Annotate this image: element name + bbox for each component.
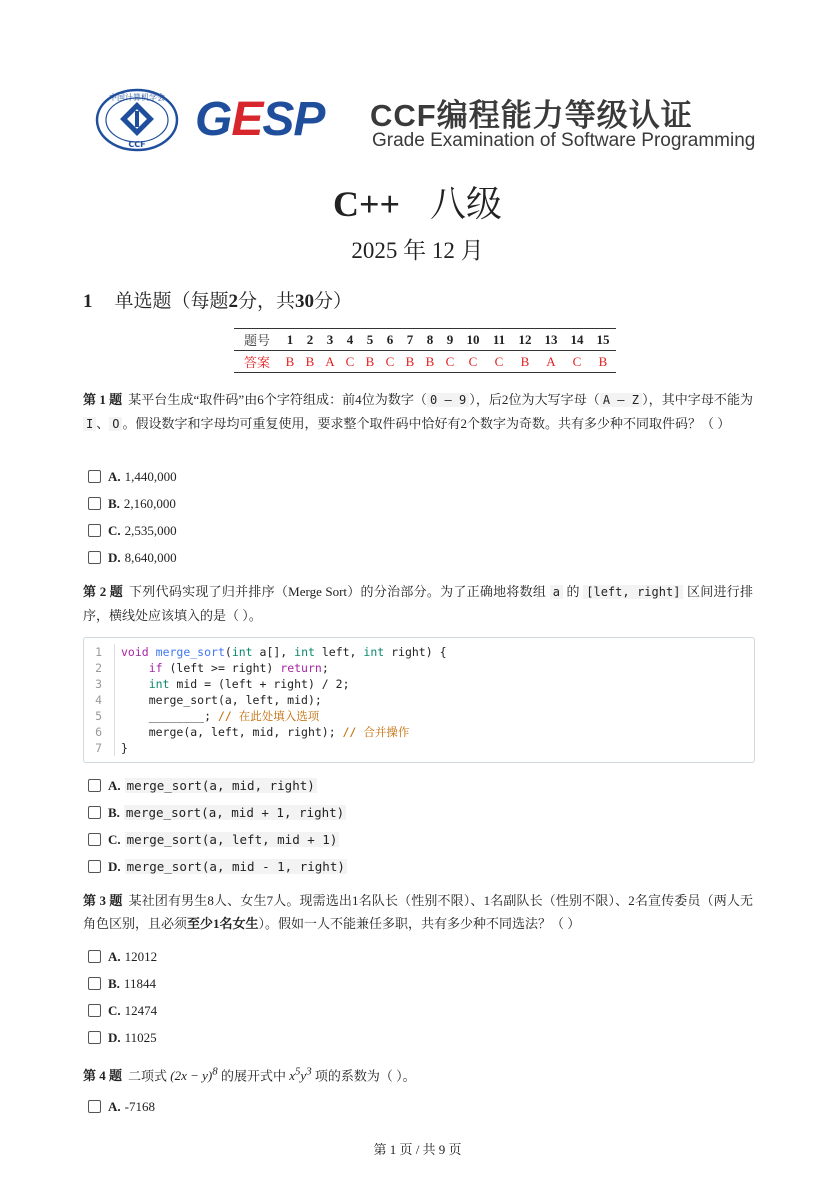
code-line [84,660,329,676]
question-number-cell: 4 [340,329,360,351]
question-4 [83,1061,753,1087]
document-title [0,176,835,227]
section-total: 30 [295,291,315,312]
question-label: 第 4 题 [83,1068,123,1084]
answer-cell: B [360,351,380,373]
code-token: left, [314,645,364,659]
code-token: int [363,645,385,659]
option-text: 2,160,000 [123,496,176,511]
question-text: 某社团有男生8人、女生7人。现需选出1名队长（性别不限）、1名副队长（性别不限）、2名宣传委员（两人无角色区别，且必须 [83,893,753,931]
code-line [84,708,319,724]
checkbox-icon[interactable] [88,497,101,510]
option-text: -7168 [124,1099,155,1114]
question-label: 第 1 题 [83,392,123,407]
section-name: 单选题（每题 [114,291,229,312]
checkbox-icon[interactable] [88,860,101,873]
document-date: 2025 年 12 月 [351,238,484,263]
row-label-question: 题号 [234,329,280,351]
code-comment: // 在此处填入选项 [217,709,320,723]
inline-code: [left, right] [583,585,683,599]
section-heading [83,286,352,313]
title-level: 八级 [430,184,503,224]
checkbox-icon[interactable] [88,1100,101,1113]
question-number-cell: 12 [512,329,538,351]
answer-cell: A [320,351,340,373]
cert-subtitle: Grade Examination of Software Programming [372,130,756,151]
option-text: 12474 [124,1003,158,1018]
question-label: 第 3 题 [83,893,123,908]
code-token: ; [321,661,329,675]
option-label: B. [108,496,120,511]
code-token: (left >= right) [162,661,281,675]
option-checkbox-row[interactable] [88,1029,157,1047]
answer-table [234,328,616,373]
checkbox-icon[interactable] [88,779,101,792]
option-checkbox-row[interactable] [88,804,346,822]
option-text: 2,535,000 [124,523,177,538]
code-token: if [148,661,163,675]
code-token: a[], [252,645,295,659]
question-number-cell: 7 [400,329,420,351]
code-line [84,676,350,692]
option-text: 11844 [123,976,156,991]
question-text: 的 [566,584,580,599]
option-checkbox-row[interactable] [88,858,347,876]
page-footer: 第 1 页 / 共 9 页 [373,1142,462,1157]
option-label: D. [108,859,121,874]
option-label: B. [108,976,120,991]
answer-table-answer-row [234,351,616,373]
option-text: merge_sort(a, mid, right) [126,778,315,793]
inline-code: O [109,417,122,431]
question-number-cell: 5 [360,329,380,351]
section-mid: 分，共 [238,291,296,312]
checkbox-icon[interactable] [88,950,101,963]
option-label: A. [108,469,121,484]
option-text: 12012 [124,949,158,964]
line-number: 2 [95,661,102,675]
line-number: 1 [95,645,102,659]
inline-code: 0 – 9 [427,393,469,407]
question-2 [83,580,753,627]
option-checkbox-row[interactable] [88,522,177,540]
option-text: merge_sort(a, left, mid + 1) [126,832,338,847]
question-number-cell: 10 [460,329,486,351]
code-line [84,644,447,660]
title-language: C++ [332,184,400,224]
option-text: merge_sort(a, mid + 1, right) [125,805,345,820]
option-checkbox-row[interactable] [88,468,177,486]
line-number: 7 [95,741,102,755]
answer-cell: B [300,351,320,373]
option-checkbox-row[interactable] [88,777,317,795]
row-label-answer: 答案 [234,351,280,373]
inline-code: a [550,585,563,599]
option-checkbox-row[interactable] [88,948,157,966]
section-number: 1 [83,291,93,312]
cert-title: CCF编程能力等级认证 [370,98,693,133]
question-1 [83,388,753,436]
answer-cell: B [400,351,420,373]
answer-cell: C [380,351,400,373]
checkbox-icon[interactable] [88,806,101,819]
option-text: merge_sort(a, mid - 1, right) [126,859,345,874]
question-text: ），其中字母不能为 [642,392,753,407]
math-expression: $(2x - y)^8$ [170,1066,218,1084]
answer-table-number-row [234,329,616,351]
option-label: D. [108,1030,121,1045]
code-token: int [148,677,170,691]
option-checkbox-row[interactable] [88,549,177,567]
question-emphasis: 至少1名女生 [187,916,259,931]
code-comment: // 合并操作 [342,725,410,739]
code-line [84,724,409,740]
question-number-cell: 2 [300,329,320,351]
option-label: C. [108,832,121,847]
option-text: 1,440,000 [124,469,177,484]
code-token: merge(a, left, mid, right); [148,725,343,739]
question-number-cell: 13 [538,329,564,351]
option-checkbox-row[interactable] [88,831,339,849]
inline-code: I [83,417,96,431]
code-token: void [121,645,149,659]
ccf-seal-logo [95,88,179,152]
svg-text:CCF: CCF [128,140,146,149]
section-end: 分） [314,291,353,312]
question-text: ）。假如一人不能兼任多职，共有多少种不同选法？（ ） [258,916,581,931]
checkbox-icon[interactable] [88,470,101,483]
option-label: C. [108,1003,121,1018]
checkbox-icon[interactable] [88,551,101,564]
question-text: 某平台生成“取件码”由6个字符组成：前4位为数字（ [128,392,427,407]
question-text: 。假设数字和字母均可重复使用，要求整个取件码中恰好有2个数字为奇数。共有多少种不同取件码？（ ） [122,416,731,431]
line-number: 6 [95,725,102,739]
code-token: return [280,661,322,675]
answer-cell: A [538,351,564,373]
section-points: 2 [228,291,239,312]
code-token: ________; [148,709,218,723]
checkbox-icon[interactable] [88,1031,101,1044]
question-number-cell: 8 [420,329,440,351]
checkbox-icon[interactable] [88,977,101,990]
line-number: 4 [95,693,102,707]
answer-cell: C [460,351,486,373]
question-number-cell: 1 [280,329,300,351]
option-checkbox-row[interactable] [88,1002,157,1020]
answer-cell: C [440,351,460,373]
inline-code: A – Z [600,393,642,407]
answer-cell: C [340,351,360,373]
question-text: 项的系数为（ ）。 [314,1068,416,1084]
question-text: 的展开式中 [220,1068,286,1084]
option-checkbox-row[interactable] [88,1098,155,1116]
option-label: A. [108,778,121,793]
question-number-cell: 9 [440,329,460,351]
header [95,88,756,158]
question-number-cell: 6 [380,329,400,351]
answer-cell: B [512,351,538,373]
checkbox-icon[interactable] [88,1004,101,1017]
option-text: 8,640,000 [124,550,177,565]
code-line [84,692,322,708]
code-token: int [294,645,315,659]
answer-cell: B [280,351,300,373]
option-label: A. [108,1099,121,1114]
option-checkbox-row[interactable] [88,495,176,513]
code-token: merge_sort(a, left, mid); [148,693,322,707]
question-number-cell: 3 [320,329,340,351]
code-token: int [231,645,253,659]
checkbox-icon[interactable] [88,833,101,846]
answer-cell: B [420,351,440,373]
option-text: 11025 [124,1030,157,1045]
option-label: A. [108,949,121,964]
question-text: 下列代码实现了归并排序（Merge Sort）的分治部分。为了正确地将数组 [129,584,547,599]
checkbox-icon[interactable] [88,524,101,537]
question-text: ），后2位为大写字母（ [469,392,600,407]
question-text: 二项式 [128,1068,168,1084]
answer-cell: C [486,351,512,373]
question-3 [83,889,753,935]
question-label: 第 2 题 [83,584,124,599]
answer-cell: C [564,351,590,373]
question-number-cell: 11 [486,329,512,351]
answer-cell: B [590,351,616,373]
option-label: B. [108,805,120,820]
code-token: } [121,741,128,755]
line-number: 3 [95,677,102,691]
code-line [84,740,128,756]
math-term: $x^5y^3$ [289,1066,312,1084]
option-label: D. [108,550,121,565]
line-number: 5 [95,709,102,723]
option-checkbox-row[interactable] [88,975,156,993]
code-token: ( [224,645,232,659]
question-number-cell: 15 [590,329,616,351]
question-number-cell: 14 [564,329,590,351]
code-token: mid = (left + right) / 2; [169,677,350,691]
code-token: right) { [384,645,447,659]
svg-text:中国计算机学会: 中国计算机学会 [109,93,165,102]
option-label: C. [108,523,121,538]
question-text: 区间进行排序，横线处应该填入的是（ ）。 [83,584,753,623]
code-token: merge_sort [155,645,225,659]
gesp-logo: GESP [195,93,325,146]
question-text: 、 [96,416,110,431]
code-block [83,637,755,763]
